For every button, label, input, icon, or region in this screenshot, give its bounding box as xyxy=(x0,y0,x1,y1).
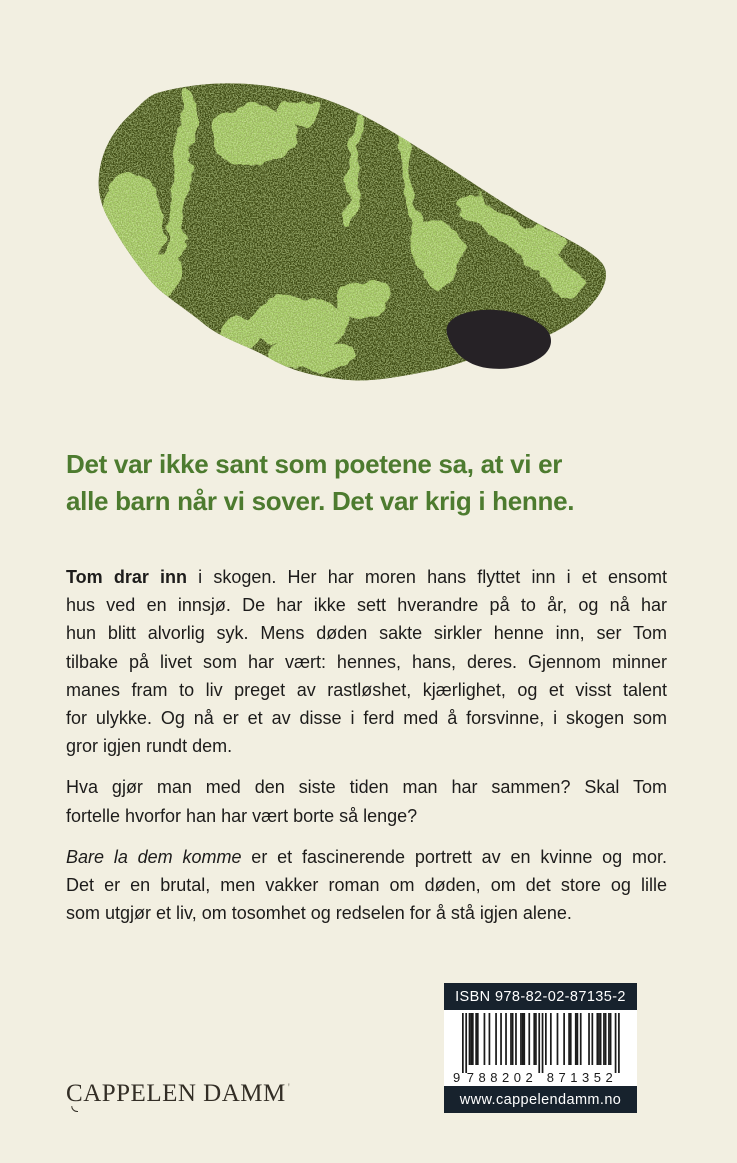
body-paragraph-3 xyxy=(66,843,667,928)
moss-texture-blob xyxy=(85,65,620,395)
moss-highlight-patches xyxy=(94,97,572,372)
text-line: hus ved en innsjø. De har ikke sett hverandre på to år, og nå har xyxy=(66,595,667,616)
text-line: for ulykke. Og nå er et av disse i ferd med å forsvinne, i skogen som xyxy=(66,707,667,728)
paragraph-lines xyxy=(66,773,667,801)
text-line: gror igjen rundt dem. xyxy=(66,736,233,757)
tagline xyxy=(66,446,716,520)
lead-bold-text: Tom drar inn xyxy=(66,567,187,587)
text-line: tilbake på livet som har vært: hennes, hans, deres. Gjennom minner xyxy=(66,651,667,672)
text-line: som utgjør et liv, om tosomhet og redselen for å stå igjen alene. xyxy=(66,903,572,924)
barcode-digit-lead: 9 xyxy=(452,1070,460,1085)
isbn-label: ISBN 978-82-02-87135-2 xyxy=(444,983,637,1010)
logo-trademark-mark: ' xyxy=(287,1080,291,1094)
paragraph-lines xyxy=(66,591,667,732)
back-cover-text xyxy=(66,563,667,940)
publisher-logo xyxy=(66,1080,290,1108)
text-line-rest: i skogen. Her har moren hans flyttet inn i et ensomt xyxy=(187,567,667,587)
logo-text: APPELEN DAMM xyxy=(83,1080,286,1107)
text-line: Hva gjør man med den siste tiden man har sammen? Skal Tom xyxy=(66,777,667,798)
tagline-line-2: alle barn når vi sover. Det var krig i henne. xyxy=(66,486,575,516)
book-title-italic: Bare la dem komme xyxy=(66,846,242,867)
text-line: manes fram to liv preget av rastløshet, kjærlighet, og et visst talent xyxy=(66,679,667,700)
text-line: hun blitt alvorlig syk. Mens døden sakte sirkler henne inn, ser Tom xyxy=(66,623,667,644)
barcode-digits-right: 871352 xyxy=(546,1070,617,1085)
barcode-digits-left: 788202 xyxy=(466,1070,537,1085)
isbn-block xyxy=(444,983,637,1113)
text-line xyxy=(66,563,667,591)
body-paragraph-1 xyxy=(66,563,667,760)
paragraph-lines xyxy=(66,871,667,899)
tagline-line-1: Det var ikke sant som poetene sa, at vi er xyxy=(66,449,563,479)
ean13-barcode xyxy=(451,1011,631,1085)
barcode-area xyxy=(444,1010,637,1086)
text-line-rest: er et fascinerende portrett av en kvinne og mor. xyxy=(241,846,667,867)
publisher-url: www.cappelendamm.no xyxy=(444,1086,637,1113)
black-stone-shape xyxy=(447,310,551,369)
text-line xyxy=(66,843,667,871)
body-paragraph-2 xyxy=(66,773,667,829)
text-line: fortelle hvorfor han har vært borte så lenge? xyxy=(66,805,418,826)
logo-initial: C xyxy=(66,1080,84,1107)
text-line: Det er en brutal, men vakker roman om døden, om det store og lille xyxy=(66,874,667,895)
barcode-bars xyxy=(462,1013,620,1073)
